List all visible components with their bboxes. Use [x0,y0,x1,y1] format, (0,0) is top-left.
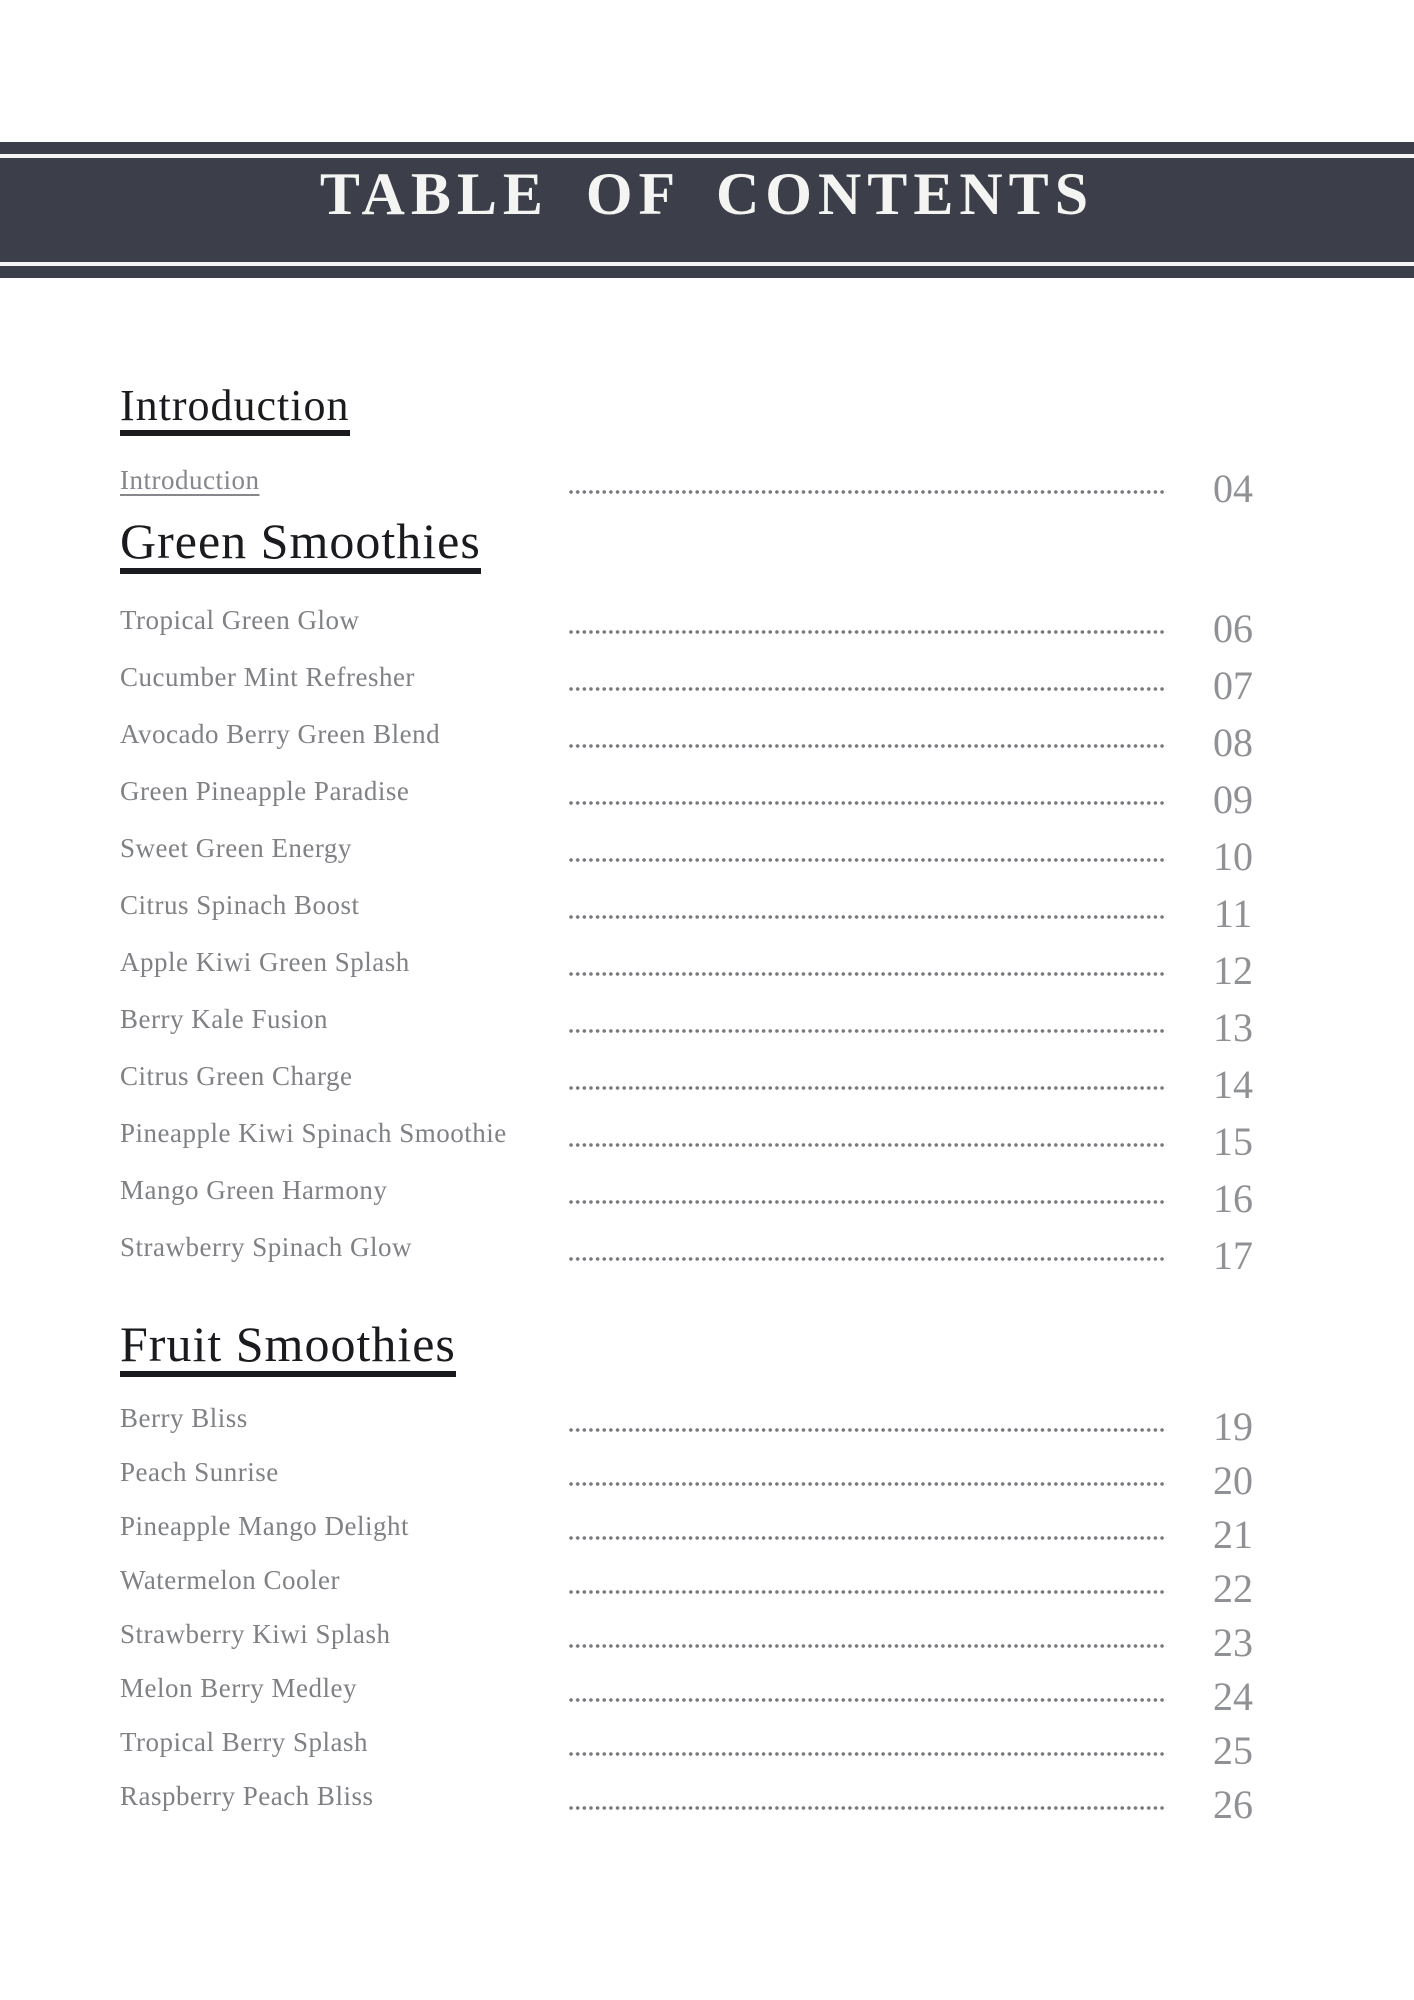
dotted-leader [569,1257,1167,1261]
toc-entry-page-number: 25 [1213,1728,1253,1773]
toc-entry-row [120,1120,1300,1177]
toc-entry-page-number: 15 [1213,1119,1253,1164]
dotted-leader [569,1143,1167,1147]
toc-entry-row [120,1459,1300,1513]
dotted-leader [569,1644,1167,1648]
toc-entry-title: Apple Kiwi Green Splash [120,947,410,977]
dotted-leader [569,972,1167,976]
section-heading: Green Smoothies [120,516,481,574]
dotted-leader [569,630,1167,634]
toc-entry-title: Strawberry Kiwi Splash [120,1619,391,1649]
toc-entry-row [120,1234,1300,1291]
section-rows [120,1405,1300,1837]
toc-entry-page-number: 11 [1213,891,1253,936]
toc-entry-title: Tropical Berry Splash [120,1727,368,1757]
toc-entry-page-number: 08 [1213,720,1253,765]
toc-entry-title: Berry Kale Fusion [120,1004,328,1034]
toc-entry-page-number: 23 [1213,1620,1253,1665]
dotted-leader [569,858,1167,862]
toc-sections [120,381,1300,1837]
toc-entry-row [120,1783,1300,1837]
toc-entry-title: Strawberry Spinach Glow [120,1232,412,1262]
toc-entry-row [120,1177,1300,1234]
toc-section [120,381,1300,511]
dotted-leader [569,1698,1167,1702]
toc-entry-title: Green Pineapple Paradise [120,776,410,806]
toc-entry-row [120,664,1300,721]
dotted-leader [569,1752,1167,1756]
toc-entry-title: Pineapple Mango Delight [120,1511,409,1541]
dotted-leader [569,490,1167,494]
toc-entry-row [120,1675,1300,1729]
toc-entry-page-number: 07 [1213,663,1253,708]
toc-entry-page-number: 16 [1213,1176,1253,1221]
toc-section [120,513,1300,1291]
toc-entry-page-number: 04 [1213,466,1253,511]
dotted-leader [569,1428,1167,1432]
dotted-leader [569,1806,1167,1810]
toc-entry-page-number: 09 [1213,777,1253,822]
section-heading: Introduction [120,384,350,436]
toc-content [120,278,1300,1837]
toc-entry-row [120,1405,1300,1459]
toc-entry-title: Sweet Green Energy [120,833,352,863]
toc-entry-row [120,467,1300,511]
dotted-leader [569,744,1167,748]
toc-entry-row [120,1729,1300,1783]
dotted-leader [569,915,1167,919]
toc-entry-row [120,892,1300,949]
toc-entry-title: Cucumber Mint Refresher [120,662,415,692]
toc-entry-row [120,1006,1300,1063]
toc-entry-title: Pineapple Kiwi Spinach Smoothie [120,1118,507,1148]
toc-entry-row [120,607,1300,664]
dotted-leader [569,1590,1167,1594]
toc-entry-title: Avocado Berry Green Blend [120,719,441,749]
toc-entry-page-number: 26 [1213,1782,1253,1827]
toc-entry-row [120,1063,1300,1120]
toc-entry-page-number: 22 [1213,1566,1253,1611]
dotted-leader [569,1200,1167,1204]
toc-entry-page-number: 13 [1213,1005,1253,1050]
toc-entry-title: Raspberry Peach Bliss [120,1781,374,1811]
toc-entry-title: Tropical Green Glow [120,605,360,635]
toc-entry-title: Watermelon Cooler [120,1565,341,1595]
toc-entry-row [120,1513,1300,1567]
toc-entry-page-number: 21 [1213,1512,1253,1557]
toc-entry-page-number: 10 [1213,834,1253,879]
section-rows [120,607,1300,1291]
toc-entry-page-number: 14 [1213,1062,1253,1107]
toc-entry-title: Citrus Green Charge [120,1061,353,1091]
dotted-leader [569,687,1167,691]
toc-entry-page-number: 06 [1213,606,1253,651]
section-heading: Fruit Smoothies [120,1319,456,1377]
toc-entry-page-number: 12 [1213,948,1253,993]
header-band [0,142,1414,278]
dotted-leader [569,801,1167,805]
toc-entry-title: Berry Bliss [120,1403,248,1433]
page-title: TABLE OF CONTENTS [319,161,1095,227]
toc-entry-page-number: 17 [1213,1233,1253,1278]
dotted-leader [569,1482,1167,1486]
toc-section [120,1316,1300,1837]
toc-entry-row [120,949,1300,1006]
dotted-leader [569,1536,1167,1540]
toc-entry-title: Citrus Spinach Boost [120,890,360,920]
toc-entry-row [120,835,1300,892]
band-bottom-rule [0,262,1414,266]
section-rows [120,467,1300,511]
dotted-leader [569,1086,1167,1090]
toc-entry-row [120,721,1300,778]
toc-entry-row [120,1567,1300,1621]
toc-entry-title: Mango Green Harmony [120,1175,388,1205]
toc-entry-row [120,1621,1300,1675]
toc-entry-page-number: 19 [1213,1404,1253,1449]
dotted-leader [569,1029,1167,1033]
toc-entry-page-number: 24 [1213,1674,1253,1719]
toc-entry-title: Peach Sunrise [120,1457,279,1487]
toc-entry-link[interactable]: Introduction [120,465,260,495]
toc-entry-page-number: 20 [1213,1458,1253,1503]
toc-entry-row [120,778,1300,835]
toc-entry-title: Melon Berry Medley [120,1673,357,1703]
